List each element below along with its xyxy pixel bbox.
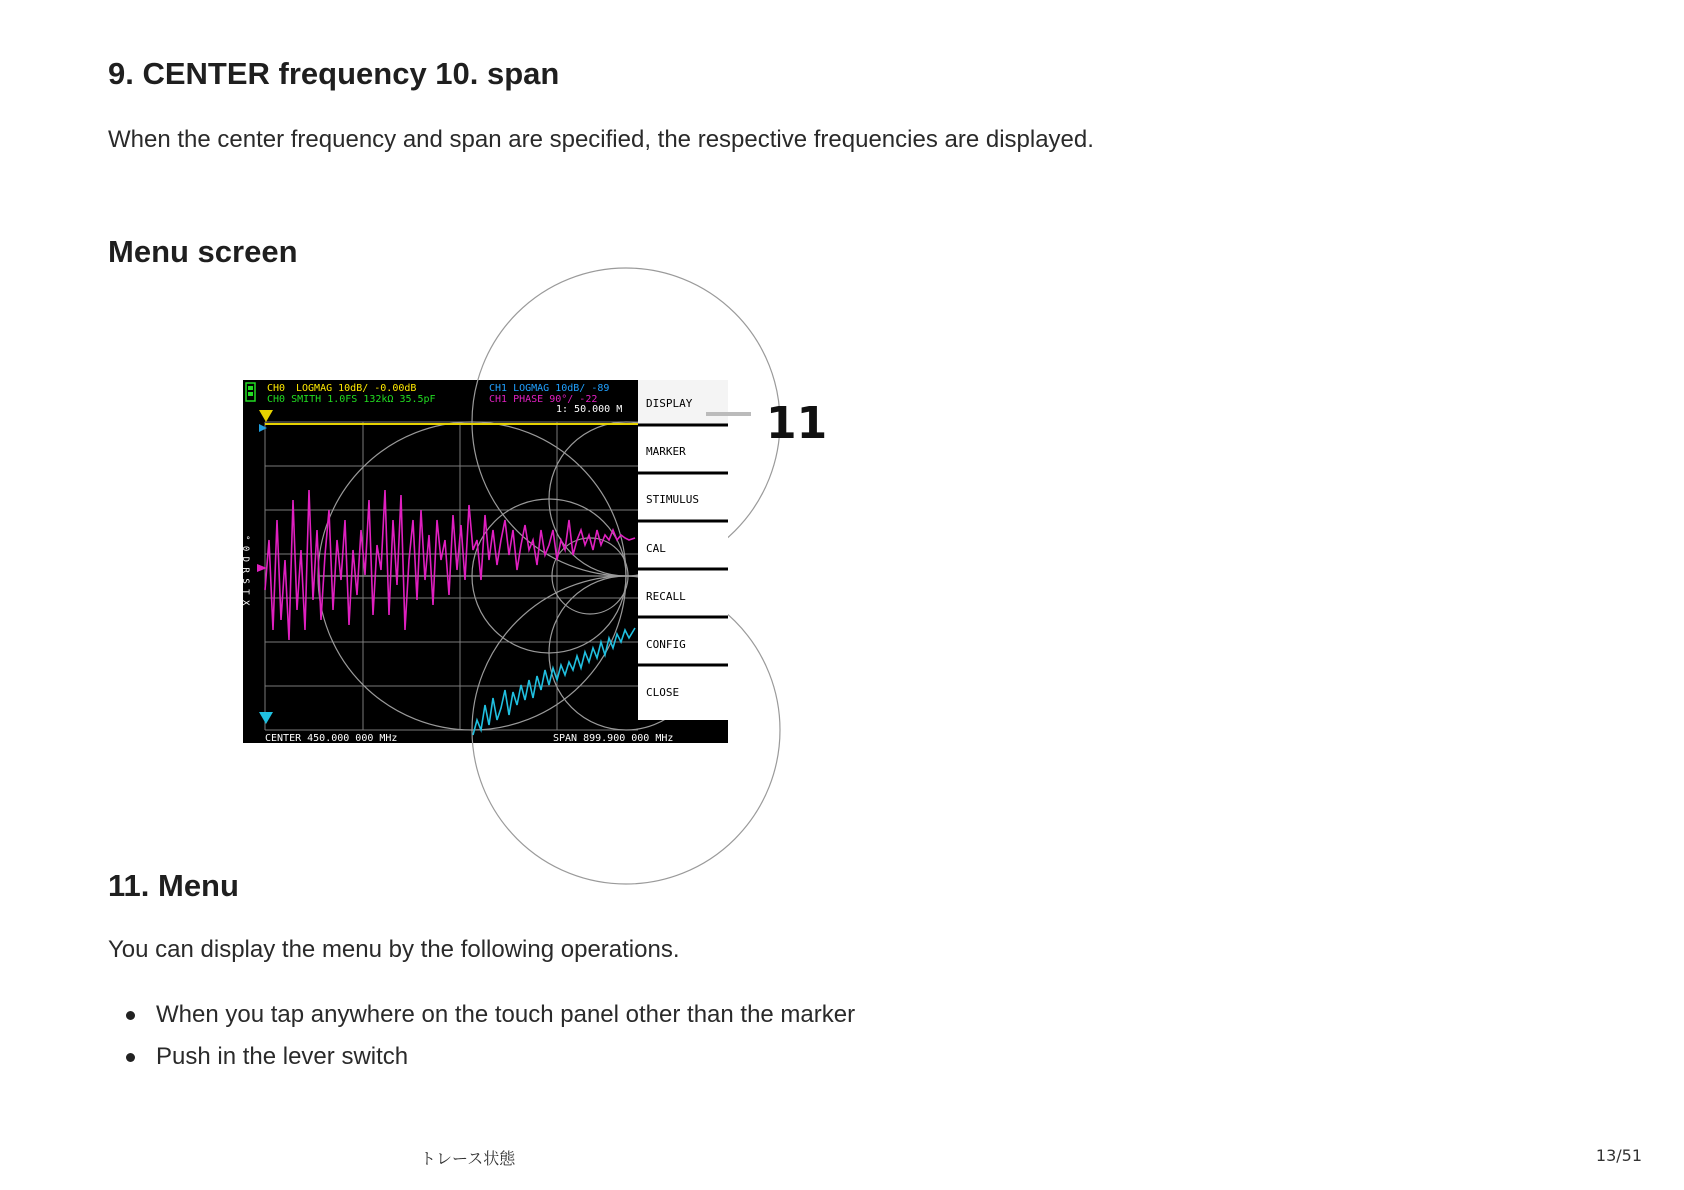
menu-item-config[interactable] xyxy=(638,619,728,663)
ch0-logmag-readout: LOGMAG 10dB/ -0.00dB xyxy=(296,383,417,394)
list-item-text: Push in the lever switch xyxy=(156,1043,409,1070)
menu-panel xyxy=(638,380,728,720)
menu-item-label: CAL xyxy=(646,542,666,555)
nanovna-menu-screenshot xyxy=(240,380,728,744)
list-item xyxy=(108,1036,855,1078)
bullet-icon xyxy=(126,1053,135,1062)
list-item-text: When you tap anywhere on the touch panel other than the marker xyxy=(156,1001,856,1028)
menu-item-close[interactable] xyxy=(638,667,728,711)
menu-item-label: CONFIG xyxy=(646,638,686,651)
section-heading-center-span: 9. CENTER frequency 10. span xyxy=(108,56,560,91)
page-number: 13/51 xyxy=(1595,1146,1642,1165)
menu-description: You can display the menu by the following operations. xyxy=(108,936,680,963)
ch1-phase-readout: CH1 PHASE 90°/ -22 xyxy=(489,394,598,405)
left-status-text: ° 0 D R S T X xyxy=(240,535,250,606)
ch1-logmag-readout: CH1 LOGMAG 10dB/ -89 xyxy=(489,383,610,394)
operation-list xyxy=(108,994,855,1078)
menu-item-label: RECALL xyxy=(646,590,686,603)
callout-number: 11 xyxy=(766,398,828,449)
menu-item-label: DISPLAY xyxy=(646,397,693,410)
menu-section-heading: 11. Menu xyxy=(108,868,239,903)
menu-item-label: CLOSE xyxy=(646,686,680,699)
footer-center-text: トレース状態 xyxy=(420,1149,516,1168)
callout-line xyxy=(706,412,751,416)
span-frequency-text: SPAN 899.900 000 MHz xyxy=(553,733,674,744)
menu-item-label: MARKER xyxy=(646,445,686,458)
menu-screen-heading: Menu screen xyxy=(108,234,298,269)
menu-item-marker[interactable] xyxy=(638,427,728,471)
menu-item-display[interactable] xyxy=(638,380,728,424)
marker-readout: 1: 50.000 M xyxy=(556,404,623,415)
ch0-smith-readout: CH0 SMITH 1.0FS 132kΩ 35.5pF xyxy=(267,394,436,405)
list-item xyxy=(108,994,855,1036)
ch0-label: CH0 xyxy=(267,383,286,394)
menu-item-stimulus[interactable] xyxy=(638,475,728,519)
center-frequency-text: CENTER 450.000 000 MHz xyxy=(265,733,398,744)
menu-item-recall[interactable] xyxy=(638,571,728,615)
bullet-icon xyxy=(126,1011,135,1020)
menu-item-cal[interactable] xyxy=(638,523,728,567)
menu-item-label: STIMULUS xyxy=(646,493,699,506)
center-span-description: When the center frequency and span are specified, the respective frequencies are displayed. xyxy=(108,126,1094,153)
